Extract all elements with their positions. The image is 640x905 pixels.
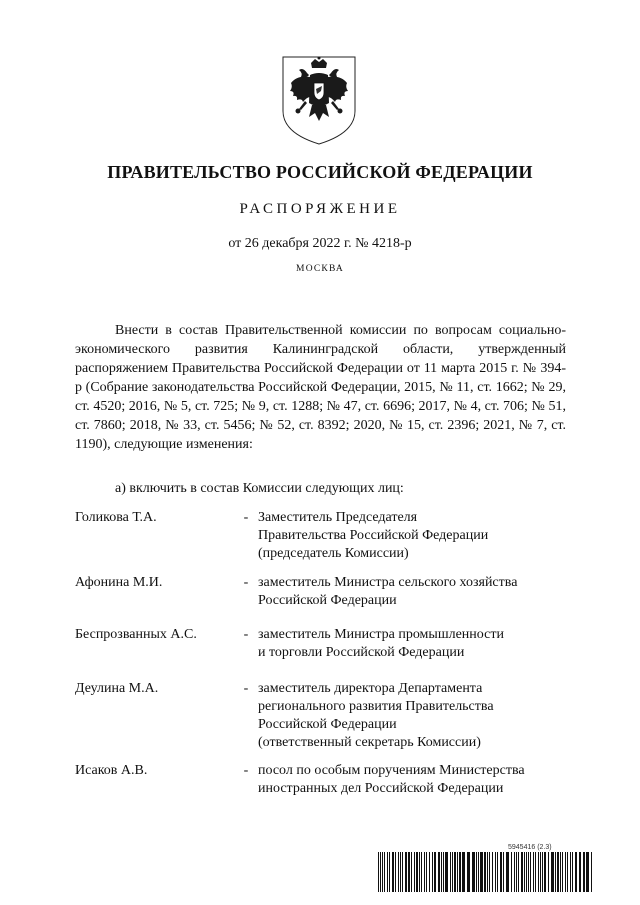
barcode-bar [419,852,420,892]
member-position-line: Российской Федерации [258,593,397,608]
barcode-bar [492,852,493,892]
member-position [258,762,568,798]
barcode-bar [445,852,448,892]
member-position-line: посол по особым поручениям Министерства [258,763,525,778]
barcode-bar [575,852,577,892]
barcode-bar [495,852,496,892]
member-dash: - [243,681,249,696]
member-position-line: Правительства Российской Федерации [258,528,489,543]
barcode-bar [480,852,483,892]
member-position-line: иностранных дел Российской Федерации [258,781,504,796]
barcode-bar [392,852,394,892]
list-intro-paragraph: а) включить в состав Комиссии следующих лиц: [115,481,404,496]
barcode-bar [500,852,502,892]
barcode-bar [542,852,543,892]
member-name: Афонина М.И. [75,575,163,590]
barcode-bar [544,852,546,892]
russian-coat-of-arms-icon [279,53,359,147]
barcode-bar [516,852,517,892]
barcode-bar [530,852,531,892]
barcode-bar [438,852,440,892]
member-position-line: Заместитель Председателя [258,510,418,525]
barcode-bar [405,852,407,892]
barcode-bar [565,852,566,892]
barcode-bar [557,852,559,892]
barcode-bar [586,852,589,892]
barcode-bar [387,852,388,892]
member-name: Беспрозванных А.С. [75,627,197,642]
barcode-bar [476,852,477,892]
org-title: ПРАВИТЕЛЬСТВО РОССИЙСКОЙ ФЕДЕРАЦИИ [107,162,533,182]
barcode-bar [489,852,490,892]
member-dash: - [243,510,249,525]
member-name: Деулина М.А. [75,681,159,696]
barcode-bar [457,852,458,892]
barcode-bar [402,852,403,892]
barcode-bar [467,852,470,892]
barcode-bar [472,852,475,892]
barcode-bar [443,852,444,892]
member-dash: - [243,575,249,590]
member-dash: - [243,763,249,778]
barcode-bar [380,852,381,892]
barcode-bar [450,852,451,892]
barcode-bar [382,852,383,892]
member-position-line: заместитель Министра промышленности [258,627,504,642]
barcode-bar [452,852,453,892]
barcode-bar [524,852,525,892]
barcode-bar [408,852,410,892]
barcode-bar [506,852,509,892]
member-position [258,680,568,752]
body-paragraph: Внести в состав Правительственной комиссии по вопросам социально-экономического развития Калининградской области, утвержденный распоряжением Правительства Российской Федерации от 11 марта 2015 г. № 394-р (Собрание законодательства Российской Федерации, 2015, № 11, ст. 1662; № 29, ст. 4520; 2016, № 5, ст. 725; № 9, ст. 1288; № 47, ст. 6696; 2017, № 4, ст. 706; № 51, ст. 7860; 2018, № 33, ст. 5456; № 52, ст. 8392; 2020, № 15, ст. 2396; 2021, № 7, ст. 1190), следующие изменения: [75,323,566,452]
barcode-bar [503,852,504,892]
barcode-bar [389,852,390,892]
barcode-bar [441,852,442,892]
barcode-bar [378,852,379,892]
city: МОСКВА [296,264,344,274]
barcode-bar [424,852,425,892]
member-position [258,626,568,662]
barcode-bar [560,852,561,892]
barcode-bar [395,852,396,892]
barcode-bar [411,852,412,892]
member-position-line: (ответственный секретарь Комиссии) [258,735,481,750]
barcode-bar [384,852,385,892]
member-name: Голикова Т.А. [75,510,157,525]
barcode-bar [398,852,399,892]
document-type: РАСПОРЯЖЕНИЕ [239,201,401,217]
member-position-line: заместитель Министра сельского хозяйства [258,575,518,590]
barcode-bar [421,852,422,892]
barcode-bar [526,852,527,892]
barcode-bar [555,852,556,892]
barcode-bar [551,852,554,892]
member-position-line: Российской Федерации [258,717,397,732]
barcode-bar [487,852,488,892]
barcode-bar [548,852,549,892]
barcode-bar [583,852,585,892]
barcode-bar [511,852,512,892]
barcode-bar [570,852,571,892]
barcode-bar [528,852,529,892]
member-position [258,509,568,563]
barcode-number: 5945416 (2.3) [508,844,552,851]
barcode-bar [538,852,539,892]
barcode-bar [462,852,465,892]
barcode-bar [400,852,401,892]
barcode-bar [535,852,536,892]
barcode-bar [497,852,498,892]
barcode-bar [540,852,541,892]
barcode-bar [562,852,563,892]
barcode-bar [426,852,427,892]
barcode-bar [572,852,573,892]
barcode-bar [579,852,581,892]
barcode-bar [459,852,461,892]
member-position [258,574,568,610]
member-dash: - [243,627,249,642]
barcode-bar [514,852,515,892]
member-position-line: заместитель директора Департамента [258,681,483,696]
barcode-bar [478,852,479,892]
member-position-line: (председатель Комиссии) [258,546,409,561]
member-name: Исаков А.В. [75,763,148,778]
barcode-bar [454,852,456,892]
member-position-line: регионального развития Правительства [258,699,494,714]
document-date-number: от 26 декабря 2022 г. № 4218-р [228,236,412,251]
barcode-bar [518,852,519,892]
barcode-bar [432,852,433,892]
barcode-bar [484,852,486,892]
member-position-line: и торговли Российской Федерации [258,645,465,660]
barcode-bar [521,852,523,892]
barcode-bar [591,852,592,892]
barcode-bar [414,852,415,892]
barcode-bar [567,852,568,892]
barcode-bar [429,852,430,892]
barcode-icon [378,852,594,892]
barcode-bar [434,852,436,892]
barcode-bar [533,852,534,892]
barcode-bar [416,852,418,892]
